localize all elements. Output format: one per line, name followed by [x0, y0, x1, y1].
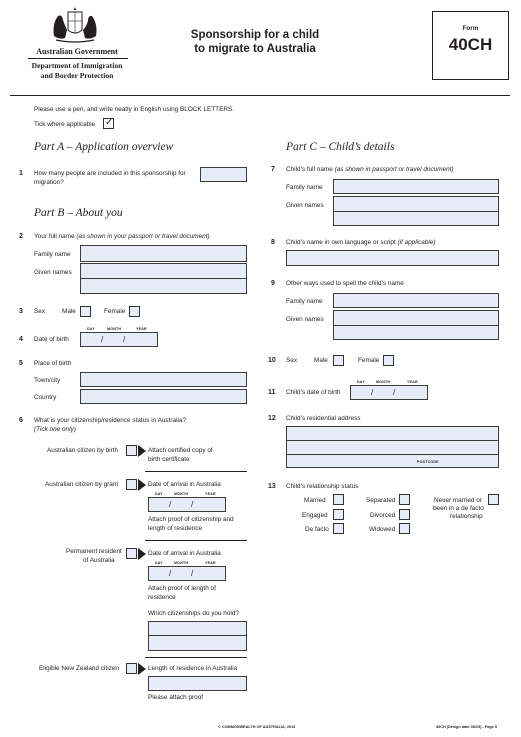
- given-names-divider: [81, 278, 246, 279]
- perm-arrival-date-field[interactable]: [148, 566, 226, 581]
- child-date-of-birth-field[interactable]: [350, 385, 428, 400]
- child-dob-day-caption: DAY: [357, 380, 365, 384]
- status-divider: [145, 471, 247, 472]
- child-sex-male-checkbox[interactable]: [333, 355, 344, 366]
- de-facto-checkbox[interactable]: [333, 523, 344, 534]
- child-dob-slash-1: /: [371, 388, 374, 397]
- question-1-line-2: migration?: [34, 179, 64, 186]
- government-name: Australian Government: [36, 47, 118, 56]
- tick-example-box: [103, 118, 114, 129]
- never-married-line-3: relationship: [450, 513, 483, 520]
- perm-attach-line-1: Attach proof of length of: [148, 585, 216, 592]
- dob-year-caption: YEAR: [136, 327, 147, 331]
- perm-arrival-label: Date of arrival in Australia: [148, 550, 221, 557]
- grant-month-caption: MONTH: [174, 492, 189, 496]
- question-2-number: 2: [19, 233, 23, 240]
- birth-town-field[interactable]: [80, 372, 247, 387]
- never-married-checkbox[interactable]: [488, 494, 499, 505]
- perm-month-caption: MONTH: [174, 561, 189, 565]
- perm-attach-line-2: residence: [148, 594, 176, 601]
- department-line-2: and Border Protection: [40, 71, 114, 80]
- tick-instruction: Tick where applicable: [34, 121, 96, 128]
- date-of-birth-label: Date of birth: [34, 336, 69, 343]
- part-c-title: Part C – Child’s details: [286, 141, 395, 153]
- child-given-names-label: Given names: [286, 202, 324, 209]
- female-label: Female: [104, 308, 126, 315]
- permanent-resident-line-2: of Australia: [83, 557, 115, 564]
- form-number-box: [432, 11, 509, 80]
- citizen-by-birth-label: Australian citizen by birth: [47, 447, 119, 454]
- copyright-notice: © COMMONWEALTH OF AUSTRALIA, 2015: [218, 725, 296, 729]
- de-facto-label: De facto: [305, 526, 329, 533]
- part-b-title: Part B – About you: [34, 207, 123, 219]
- nz-length-label: Length of residence in Australia: [148, 665, 238, 672]
- your-family-name-field[interactable]: [80, 245, 247, 262]
- child-sex-female-checkbox[interactable]: [383, 355, 394, 366]
- question-9-text: Other ways used to spell the child’s name: [286, 280, 404, 287]
- part-a-title: Part A – Application overview: [34, 141, 174, 153]
- citizen-by-birth-checkbox[interactable]: [126, 445, 137, 456]
- question-2-label: [34, 233, 210, 241]
- nz-residence-length-field[interactable]: [148, 676, 247, 691]
- form-number: 40CH: [448, 35, 493, 54]
- question-3-number: 3: [19, 308, 23, 315]
- grant-slash-1: /: [169, 500, 172, 509]
- widowed-label: Widowed: [369, 526, 396, 533]
- citizen-by-grant-checkbox[interactable]: [126, 479, 137, 490]
- dob-slash-2: /: [123, 335, 126, 344]
- citizenships-held-field[interactable]: [148, 621, 247, 651]
- child-sex-label: Sex: [286, 357, 298, 364]
- question-8-text: Child’s name in own language or script: [286, 239, 396, 246]
- alias-given-divider: [334, 325, 498, 326]
- form-label: Form: [462, 25, 479, 32]
- question-1-line-1: How many people are included in this sponsorship for: [34, 170, 186, 177]
- child-address-label: Child’s residential address: [286, 415, 361, 422]
- question-13-number: 13: [268, 483, 276, 490]
- question-6-note: (Tick one only): [34, 426, 76, 433]
- separated-checkbox[interactable]: [399, 494, 410, 505]
- widowed-checkbox[interactable]: [399, 523, 410, 534]
- child-dob-month-caption: MONTH: [376, 380, 391, 384]
- permanent-resident-line-1: Permanent resident: [66, 548, 122, 555]
- postcode-caption: POSTCODE: [417, 460, 439, 464]
- form-title-line-1: Sponsorship for a child: [190, 29, 320, 41]
- child-family-name-label: Family name: [286, 184, 323, 191]
- child-given-divider: [334, 211, 498, 212]
- question-7-label: [286, 166, 454, 174]
- married-checkbox[interactable]: [333, 494, 344, 505]
- question-9-number: 9: [271, 280, 275, 287]
- header-bottom-rule: [10, 95, 510, 96]
- child-female-label: Female: [358, 357, 380, 364]
- divorced-checkbox[interactable]: [399, 509, 410, 520]
- permanent-resident-checkbox[interactable]: [126, 548, 137, 559]
- perm-day-caption: DAY: [155, 561, 163, 565]
- grant-day-caption: DAY: [155, 492, 163, 496]
- question-7-number: 7: [271, 166, 275, 173]
- question-10-number: 10: [268, 357, 276, 364]
- alias-given-names-label: Given names: [286, 316, 324, 323]
- child-dob-slash-2: /: [393, 388, 396, 397]
- given-names-label: Given names: [34, 269, 72, 276]
- grant-year-caption: YEAR: [205, 492, 216, 496]
- birth-attach-line-1: Attach certified copy of: [148, 447, 213, 454]
- nz-attach-label: Please attach proof: [148, 694, 204, 701]
- question-6-number: 6: [19, 417, 23, 424]
- question-2-note: (as shown in your passport or travel document): [76, 233, 210, 240]
- government-crest: [48, 6, 102, 46]
- country-label: Country: [34, 394, 57, 401]
- question-12-number: 12: [268, 415, 276, 422]
- question-8-label: [286, 239, 435, 247]
- alias-family-name-label: Family name: [286, 298, 323, 305]
- child-dob-year-caption: YEAR: [407, 380, 418, 384]
- department-line-1: Department of Immigration: [31, 61, 123, 70]
- question-7-text: Child’s full name: [286, 166, 333, 173]
- grant-slash-2: /: [191, 500, 194, 509]
- status-divider: [145, 540, 247, 541]
- question-7-note: (as shown in passport or travel document): [334, 166, 454, 173]
- dob-slash-1: /: [101, 335, 104, 344]
- citizen-by-grant-label: Australian citizen by grant: [45, 481, 119, 488]
- your-sex-male-checkbox[interactable]: [80, 306, 91, 317]
- engaged-label: Engaged: [302, 512, 328, 519]
- child-alias-family-name-field[interactable]: [333, 293, 499, 308]
- header-divider: [28, 58, 128, 59]
- relationship-status-label: Child’s relationship status: [286, 483, 359, 490]
- question-11-number: 11: [268, 389, 276, 396]
- question-2-text: Your full name: [34, 233, 75, 240]
- question-8-note: (if applicable): [397, 239, 436, 246]
- place-of-birth-label: Place of birth: [34, 360, 72, 367]
- grant-attach-line-2: length of residence: [148, 525, 203, 532]
- your-sex-female-checkbox[interactable]: [129, 306, 140, 317]
- question-1-number: 1: [19, 170, 23, 177]
- your-date-of-birth-field[interactable]: [80, 332, 158, 347]
- dob-month-caption: MONTH: [107, 327, 122, 331]
- family-name-label: Family name: [34, 251, 71, 258]
- question-5-number: 5: [19, 360, 23, 367]
- engaged-checkbox[interactable]: [333, 509, 344, 520]
- divorced-label: Divorced: [370, 512, 396, 519]
- child-family-name-field[interactable]: [333, 179, 499, 194]
- perm-slash-2: /: [191, 569, 194, 578]
- birth-country-field[interactable]: [80, 389, 247, 404]
- birth-attach-line-2: birth certificate: [148, 456, 190, 463]
- male-label: Male: [62, 308, 76, 315]
- never-married-line-2: been in a de facto: [433, 505, 484, 512]
- address-divider: [287, 454, 498, 455]
- grant-arrival-date-field[interactable]: [148, 497, 226, 512]
- perm-year-caption: YEAR: [205, 561, 216, 565]
- page-design-info: 40CH (Design date 08/15) - Page 5: [436, 725, 497, 729]
- question-6-text: What is your citizenship/residence status in Australia?: [34, 417, 187, 424]
- child-address-field[interactable]: [286, 426, 499, 468]
- married-label: Married: [304, 497, 326, 504]
- which-citizenships-label: Which citizenships do you hold?: [148, 610, 239, 617]
- grant-attach-line-1: Attach proof of citizenship and: [148, 516, 234, 523]
- address-divider: [287, 440, 498, 441]
- tick-mark: ✓: [105, 117, 114, 128]
- instruction-text: Please use a pen, and write neatly in English using BLOCK LETTERS.: [34, 106, 234, 113]
- dob-day-caption: DAY: [87, 327, 95, 331]
- grant-arrival-label: Date of arrival in Australia: [148, 481, 221, 488]
- people-count-field[interactable]: [200, 167, 247, 182]
- form-title-line-2: to migrate to Australia: [194, 43, 316, 55]
- nz-citizen-checkbox[interactable]: [126, 663, 137, 674]
- child-native-name-field[interactable]: [286, 250, 499, 266]
- citizenships-divider: [149, 635, 246, 636]
- perm-slash-1: /: [169, 569, 172, 578]
- never-married-line-1: Never married or: [434, 497, 482, 504]
- child-male-label: Male: [314, 357, 328, 364]
- nz-citizen-label: Eligible New Zealand citizen: [39, 665, 119, 672]
- question-8-number: 8: [271, 239, 275, 246]
- child-dob-label: Child’s date of birth: [286, 389, 341, 396]
- separated-label: Separated: [366, 497, 396, 504]
- sex-label: Sex: [34, 308, 46, 315]
- status-divider: [145, 657, 247, 658]
- town-city-label: Town/city: [34, 377, 61, 384]
- question-4-number: 4: [19, 336, 23, 343]
